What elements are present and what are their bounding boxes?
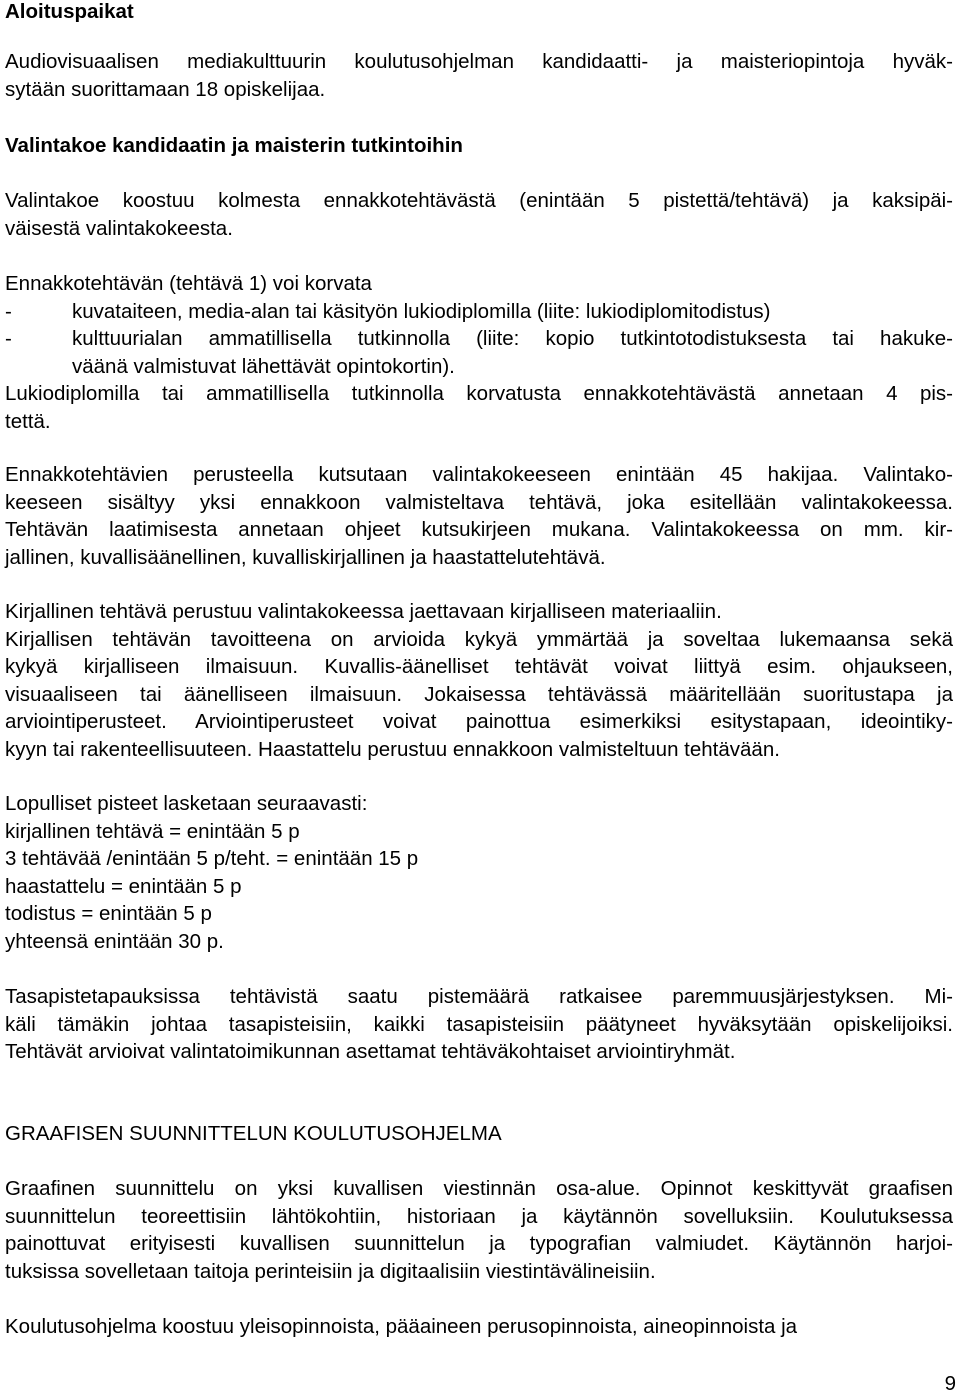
heading-text: Aloituspaikat [5, 0, 134, 23]
heading-text: Valintakoe kandidaatin ja maisterin tutkintoihin [5, 134, 463, 157]
text-line: väänä valmistuvat lähettävät opintokortin). [72, 354, 455, 378]
text-line: 3 tehtävää /enintään 5 p/teht. = enintään 15 p [5, 847, 419, 870]
text-line: kykyä kirjalliseen ilmaisuun. Kuvallis-äänelliset tehtävät voivat liittyä esim. ohjaukseen, [5, 655, 953, 678]
text-line: jallinen, kuvallisäänellinen, kuvalliskirjallinen ja haastattelutehtävä. [5, 545, 606, 569]
page-number: 9 [944, 1372, 956, 1395]
heading-valintakoe [5, 132, 953, 160]
paragraph-kutsu [5, 461, 953, 571]
text-line: Kirjallisen tehtävän tavoitteena on arvioida kykyä ymmärtää ja soveltaa lukemaansa sekä [5, 627, 953, 651]
heading-aloituspaikat [5, 0, 953, 26]
heading-graafinen [5, 1120, 953, 1148]
list-dash: - [5, 299, 12, 323]
paragraph-pisteet [5, 790, 953, 955]
text-line: tuksissa sovelletaan taitoja perinteisiin ja digitaalisiin viestintävälineisiin. [5, 1259, 656, 1283]
text-line: Tehtävän laatimisesta annetaan ohjeet kutsukirjeen mukana. Valintakokeessa on mm. kir- [5, 518, 953, 541]
text-line: todistus = enintään 5 p [5, 902, 212, 925]
paragraph-valintakoe [5, 187, 953, 242]
text-line: kulttuurialan ammatillisella tutkinnolla (liite: kopio tutkintotodistuksesta tai hakuke- [72, 327, 953, 350]
text-line: Tasapistetapauksissa tehtävistä saatu pistemäärä ratkaisee paremmuusjärjestyksen. Mi- [5, 985, 953, 1008]
text-line: suunnittelun teoreettisiin lähtökohtiin, historiaan ja käytännön sovelluksiin. Koulutuksessa [5, 1204, 953, 1228]
text-line: kuvataiteen, media-alan tai käsityön lukiodiplomilla (liite: lukiodiplomitodistus) [72, 299, 771, 323]
text-line: Graafinen suunnittelu on yksi kuvallisen viestinnän osa-alue. Opinnot keskittyvät graafisen [5, 1177, 953, 1200]
text-line: Ennakkotehtävien perusteella kutsutaan valintakokeeseen enintään 45 hakijaa. Valintako- [5, 463, 953, 486]
text-line: kyyn tai rakenteellisuuteen. Haastattelu perustuu ennakkoon valmisteltuun tehtävään. [5, 737, 780, 761]
text-line: haastattelu = enintään 5 p [5, 874, 242, 898]
paragraph-ennakkotehtava [5, 270, 953, 435]
text-line: Kirjallinen tehtävä perustuu valintakokeessa jaettavaan kirjalliseen materiaaliin. [5, 600, 722, 623]
paragraph-aloituspaikat [5, 48, 953, 103]
heading-text: GRAAFISEN SUUNNITTELUN KOULUTUSOHJELMA [5, 1122, 502, 1145]
text-line: tettä. [5, 409, 51, 433]
text-line: Audiovisuaalisen mediakulttuurin koulutusohjelman kandidaatti- ja maisteriopintoja hyväk- [5, 50, 953, 73]
paragraph-graafinen [5, 1175, 953, 1285]
list-item [5, 325, 953, 353]
list-dash: - [5, 327, 12, 350]
text-line: Valintakoe koostuu kolmesta ennakkotehtävästä (enintään 5 pistettä/tehtävä) ja kaksipäi- [5, 189, 953, 212]
list-item [5, 298, 953, 326]
text-line: arviointiperusteet. Arviointiperusteet voivat painottua esimerkiksi esitystapaan, ideointiky- [5, 710, 953, 733]
text-line: keeseen sisältyy yksi ennakkoon valmisteltava tehtävä, joka esitellään valintakokeessa. [5, 490, 953, 514]
text-line: sytään suorittamaan 18 opiskelijaa. [5, 77, 326, 101]
text-line: visuaaliseen tai äänelliseen ilmaisuun. Jokaisessa tehtävässä määritellään suoritustapa ja [5, 682, 953, 706]
text-line: Ennakkotehtävän (tehtävä 1) voi korvata [5, 272, 372, 295]
paragraph-kirjallinen [5, 598, 953, 763]
text-line: Tehtävät arvioivat valintatoimikunnan asettamat tehtäväkohtaiset arviointiryhmät. [5, 1040, 736, 1063]
text-line: väisestä valintakokeesta. [5, 216, 233, 240]
text-line: kirjallinen tehtävä = enintään 5 p [5, 819, 300, 843]
text-line: Lopulliset pisteet lasketaan seuraavasti: [5, 792, 368, 815]
text-line: Lukiodiplomilla tai ammatillisella tutkinnolla korvatusta ennakkotehtävästä annetaan 4 pis- [5, 382, 953, 405]
text-line: yhteensä enintään 30 p. [5, 929, 224, 953]
paragraph-koulutusohjelma [5, 1313, 953, 1341]
text-line: painottuvat erityisesti kuvallisen suunnittelun ja typografian valmiudet. Käytännön harjoi- [5, 1232, 953, 1255]
text-line: Koulutusohjelma koostuu yleisopinnoista, pääaineen perusopinnoista, aineopinnoista ja [5, 1315, 798, 1338]
paragraph-tasapisteet [5, 983, 953, 1066]
text-line: käli tämäkin johtaa tasapisteisiin, kaikki tasapisteisiin päätyneet hyväksytään opiskelijoiksi. [5, 1012, 953, 1036]
